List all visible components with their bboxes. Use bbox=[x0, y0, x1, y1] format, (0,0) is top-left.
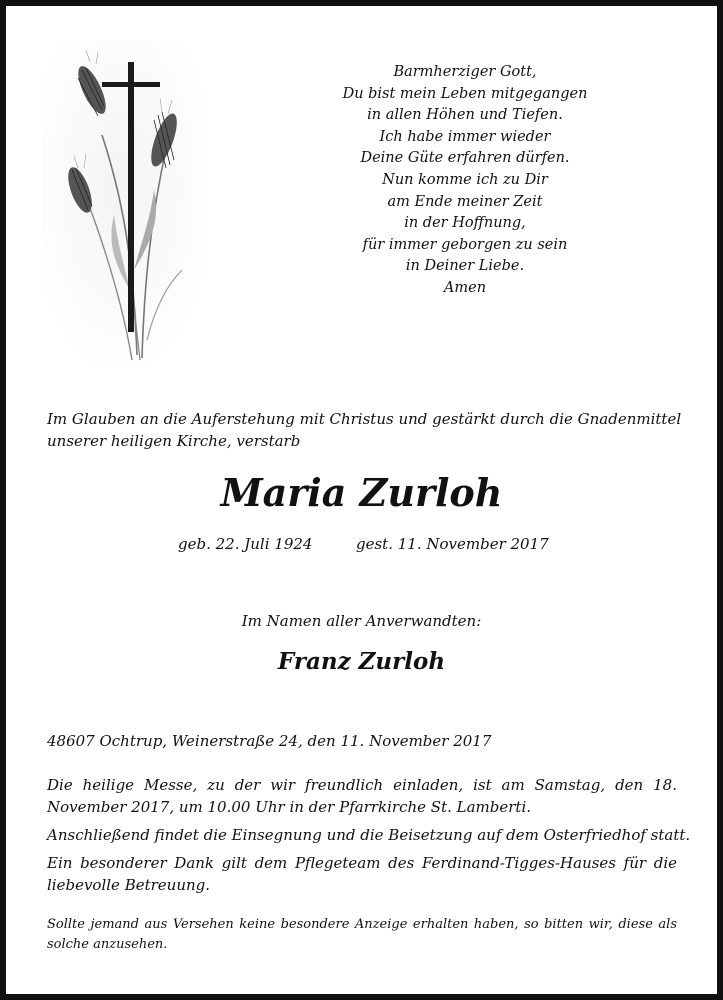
poem-line: in der Hoffnung, bbox=[404, 215, 526, 232]
thanks-notice: Ein besonderer Dank gilt dem Pflegeteam des Ferdinand-Tigges-Hauses für die liebevolle Betreuung. bbox=[47, 854, 677, 894]
poem-line: am Ende meiner Zeit bbox=[387, 193, 543, 210]
poem-line: Du bist mein Leben mitgegangen bbox=[342, 85, 588, 102]
cross-with-wheat-icon bbox=[42, 40, 202, 365]
poem-line: in Deiner Liebe. bbox=[405, 258, 525, 275]
poem-line: Deine Güte erfahren dürfen. bbox=[360, 150, 570, 167]
poem-line: für immer geborgen zu sein bbox=[362, 236, 568, 253]
poem-verse bbox=[300, 62, 630, 300]
mass-notice: Die heilige Messe, zu der wir freundlich einladen, ist am Samstag, den 18. November 2017, um 10.00 Uhr in der Pfarrkirche St. Lamberti. bbox=[47, 776, 677, 816]
intro-line-2: unserer heiligen Kirche, verstarb bbox=[47, 432, 301, 450]
burial-notice: Anschließend findet die Einsegnung und die Beisetzung auf dem Osterfriedhof statt. bbox=[47, 826, 691, 844]
relatives-label: Im Namen aller Anverwandten: bbox=[241, 612, 482, 630]
death-date: gest. 11. November 2017 bbox=[356, 535, 549, 553]
poem-line: Barmherziger Gott, bbox=[393, 64, 537, 80]
poem-line: in allen Höhen und Tiefen. bbox=[367, 107, 563, 124]
footnote: Sollte jemand aus Versehen keine besondere Anzeige erhalten haben, so bitten wir, diese als solche anzusehen. bbox=[47, 917, 677, 952]
birth-date: geb. 22. Juli 1924 bbox=[178, 535, 313, 553]
address-line: 48607 Ochtrup, Weinerstraße 24, den 11. November 2017 bbox=[47, 732, 492, 750]
intro-line-1: Im Glauben an die Auferstehung mit Christus und gestärkt durch die Gnadenmittel bbox=[47, 410, 682, 428]
deceased-name: Maria Zurloh bbox=[220, 470, 503, 515]
poem-line: Amen bbox=[443, 279, 487, 296]
intro-text bbox=[47, 408, 687, 452]
relative-name: Franz Zurloh bbox=[277, 648, 446, 675]
poem-line: Ich habe immer wieder bbox=[379, 128, 551, 145]
poem-line: Nun komme ich zu Dir bbox=[382, 171, 548, 188]
